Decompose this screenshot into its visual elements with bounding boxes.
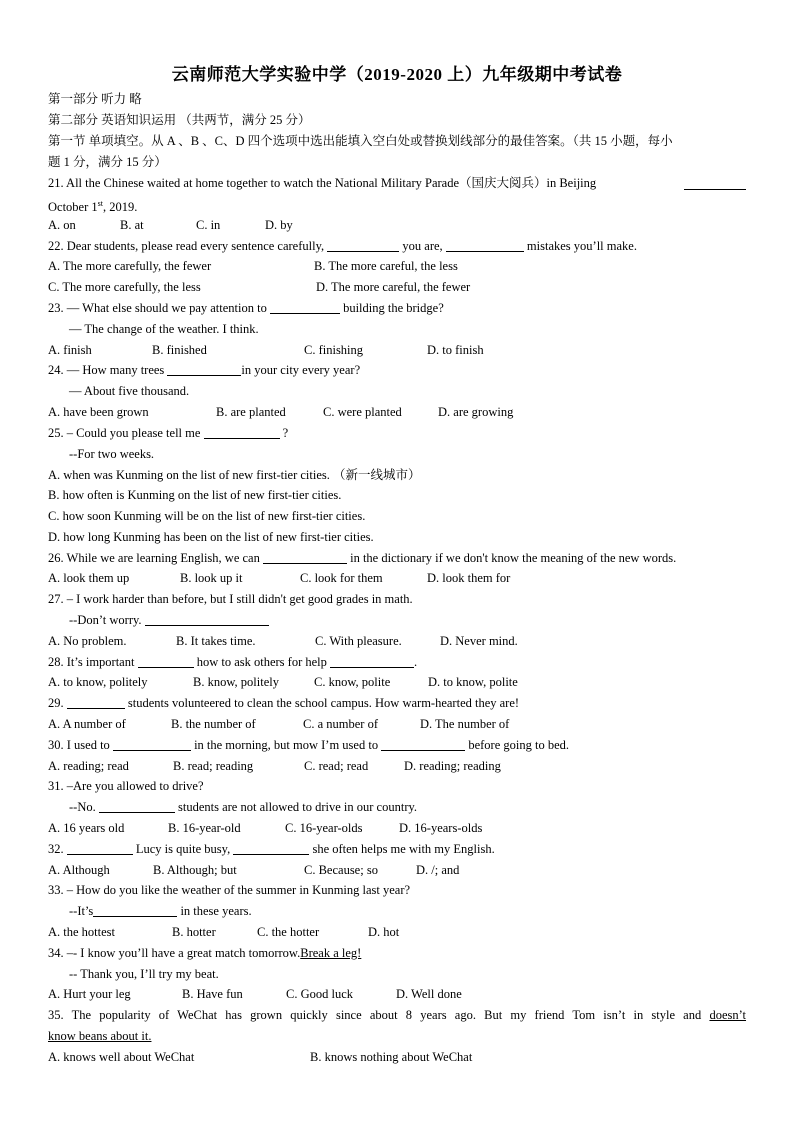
section-one-instructions-cont: 题 1 分，满分 15 分）	[48, 155, 167, 169]
question-23: 23. — What else should we pay attention to building the bridge?	[48, 301, 444, 315]
option-a[interactable]: A. finish	[48, 343, 92, 357]
answer-blank	[67, 695, 125, 709]
option-d[interactable]: D. Never mind.	[440, 634, 518, 648]
question-21	[48, 173, 746, 194]
part-one-heading: 第一部分 听力 略	[48, 92, 142, 106]
option-a[interactable]: A. A number of	[48, 717, 126, 731]
question-21-cont: October 1st, 2019.	[48, 199, 138, 215]
answer-blank	[167, 362, 241, 376]
option-a[interactable]: A. Hurt your leg	[48, 987, 131, 1001]
answer-blank	[99, 799, 175, 813]
question-33: 33. – How do you like the weather of the summer in Kunming last year?	[48, 883, 411, 897]
option-d[interactable]: D. The more careful, the fewer	[316, 280, 471, 294]
option-a[interactable]: A. the hottest	[48, 925, 116, 939]
answer-blank	[381, 737, 465, 751]
option-d[interactable]: D. look them for	[427, 571, 511, 585]
section-one-instructions: 第一节 单项填空。从 A 、B 、C、D 四个选项中选出能填入空白处或替换划线部分的最佳答案。（共 15 小题，每小	[48, 134, 673, 148]
option-b[interactable]: B. Although; but	[153, 863, 237, 877]
option-b[interactable]: B. Have fun	[182, 987, 243, 1001]
option-c[interactable]: C. how soon Kunming will be on the list of new first-tier cities.	[48, 509, 366, 523]
answer-blank	[93, 903, 177, 917]
option-c[interactable]: C. read; read	[304, 759, 369, 773]
option-d[interactable]: D. The number of	[420, 717, 510, 731]
option-c[interactable]: C. a number of	[303, 717, 378, 731]
question-34: 34. –- I know you’ll have a great match tomorrow.Break a leg!	[48, 946, 362, 960]
option-b[interactable]: B. It takes time.	[176, 634, 256, 648]
option-b[interactable]: B. look up it	[180, 571, 243, 585]
option-c[interactable]: C. look for them	[300, 571, 383, 585]
option-b[interactable]: B. knows nothing about WeChat	[310, 1050, 473, 1064]
option-c[interactable]: C. 16-year-olds	[285, 821, 363, 835]
option-a[interactable]: A. on	[48, 218, 76, 232]
option-d[interactable]: D. are growing	[438, 405, 514, 419]
question-stem: 21. All the Chinese waited at home together to watch the National Military Parade（国庆大阅兵）in Beijing	[48, 176, 597, 190]
question-35-cont	[48, 1026, 746, 1047]
option-a[interactable]: A. have been grown	[48, 405, 149, 419]
option-c[interactable]: C. in	[196, 218, 221, 232]
answer-blank	[233, 841, 309, 855]
option-c[interactable]: C. the hotter	[257, 925, 320, 939]
option-b[interactable]: B. The more careful, the less	[314, 259, 458, 273]
option-d[interactable]: D. hot	[368, 925, 400, 939]
option-b[interactable]: B. the number of	[171, 717, 256, 731]
part-two-heading: 第二部分 英语知识运用 （共两节，满分 25 分）	[48, 113, 311, 127]
question-24-reply: — About five thousand.	[69, 384, 190, 398]
answer-blank	[330, 654, 414, 668]
option-a[interactable]: A. when was Kunming on the list of new first-tier cities. （新一线城市）	[48, 468, 421, 482]
question-34-reply: -- Thank you, I’ll try my beat.	[69, 967, 219, 981]
option-d[interactable]: D. 16-years-olds	[399, 821, 483, 835]
option-b[interactable]: B. how often is Kunming on the list of new first-tier cities.	[48, 488, 342, 502]
question-24: 24. — How many trees in your city every year?	[48, 363, 361, 377]
question-25-reply: --For two weeks.	[69, 447, 155, 461]
option-a[interactable]: A. The more carefully, the fewer	[48, 259, 212, 273]
question-25: 25. – Could you please tell me ?	[48, 426, 289, 440]
answer-blank	[327, 238, 399, 252]
question-30: 30. I used to in the morning, but mow I’m used to before going to bed.	[48, 738, 569, 752]
option-b[interactable]: B. read; reading	[173, 759, 254, 773]
option-b[interactable]: B. are planted	[216, 405, 286, 419]
page-title: 云南师范大学实验中学（2019-2020 上）九年级期中考试卷	[171, 65, 623, 84]
answer-blank	[67, 841, 133, 855]
option-a[interactable]: A. to know, politely	[48, 675, 148, 689]
question-23-reply: — The change of the weather. I think.	[69, 322, 259, 336]
option-c[interactable]: C. know, polite	[314, 675, 391, 689]
answer-blank	[204, 425, 280, 439]
option-c[interactable]: C. Good luck	[286, 987, 354, 1001]
option-d[interactable]: D. reading; reading	[404, 759, 501, 773]
question-27: 27. – I work harder than before, but I still didn't get good grades in math.	[48, 592, 413, 606]
option-c[interactable]: C. With pleasure.	[315, 634, 402, 648]
option-d[interactable]: D. Well done	[396, 987, 462, 1001]
question-35: 35. The popularity of WeChat has grown quickly since about 8 years ago. But my friend Tom isn’t in style and doesn’t	[48, 1008, 747, 1022]
option-d[interactable]: D. by	[265, 218, 293, 232]
option-d[interactable]: D. to finish	[427, 343, 484, 357]
answer-blank	[113, 737, 191, 751]
option-a[interactable]: A. knows well about WeChat	[48, 1050, 195, 1064]
option-d[interactable]: D. to know, polite	[428, 675, 518, 689]
question-32: 32. Lucy is quite busy, she often helps me with my English.	[48, 842, 495, 856]
question-28: 28. It’s important how to ask others for help .	[48, 655, 418, 669]
answer-blank	[684, 176, 746, 190]
underlined-phrase: Break a leg!	[300, 946, 362, 960]
option-a[interactable]: A. reading; read	[48, 759, 129, 773]
question-27-reply: --Don’t worry.	[69, 610, 746, 631]
option-a[interactable]: A. Although	[48, 863, 110, 877]
option-a[interactable]: A. No problem.	[48, 634, 127, 648]
option-b[interactable]: B. hotter	[172, 925, 216, 939]
answer-blank	[270, 300, 340, 314]
option-d[interactable]: D. /; and	[416, 863, 460, 877]
option-b[interactable]: B. at	[120, 218, 144, 232]
answer-blank	[145, 612, 269, 626]
question-33-reply: --It’s in these years.	[69, 904, 252, 918]
question-29: 29. students volunteered to clean the school campus. How warm-hearted they are!	[48, 696, 520, 710]
question-31-reply: --No. students are not allowed to drive in our country.	[69, 800, 418, 814]
option-c[interactable]: C. The more carefully, the less	[48, 280, 201, 294]
question-26: 26. While we are learning English, we can in the dictionary if we don't know the meaning of the new words.	[48, 551, 677, 565]
option-a[interactable]: A. look them up	[48, 571, 130, 585]
underlined-phrase: doesn’t	[709, 1008, 747, 1022]
answer-blank	[446, 238, 524, 252]
option-c[interactable]: C. were planted	[323, 405, 402, 419]
option-b[interactable]: B. know, politely	[193, 675, 279, 689]
option-c[interactable]: C. Because; so	[304, 863, 378, 877]
question-31: 31. –Are you allowed to drive?	[48, 779, 204, 793]
option-b[interactable]: B. 16-year-old	[168, 821, 241, 835]
answer-blank	[138, 654, 194, 668]
option-c[interactable]: C. finishing	[304, 343, 364, 357]
question-22: 22. Dear students, please read every sentence carefully, you are, mistakes you’ll make.	[48, 239, 637, 253]
underlined-phrase: know beans about it.	[48, 1029, 152, 1043]
option-a[interactable]: A. 16 years old	[48, 821, 125, 835]
option-b[interactable]: B. finished	[152, 343, 207, 357]
option-d[interactable]: D. how long Kunming has been on the list of new first-tier cities.	[48, 530, 374, 544]
answer-blank	[263, 550, 347, 564]
